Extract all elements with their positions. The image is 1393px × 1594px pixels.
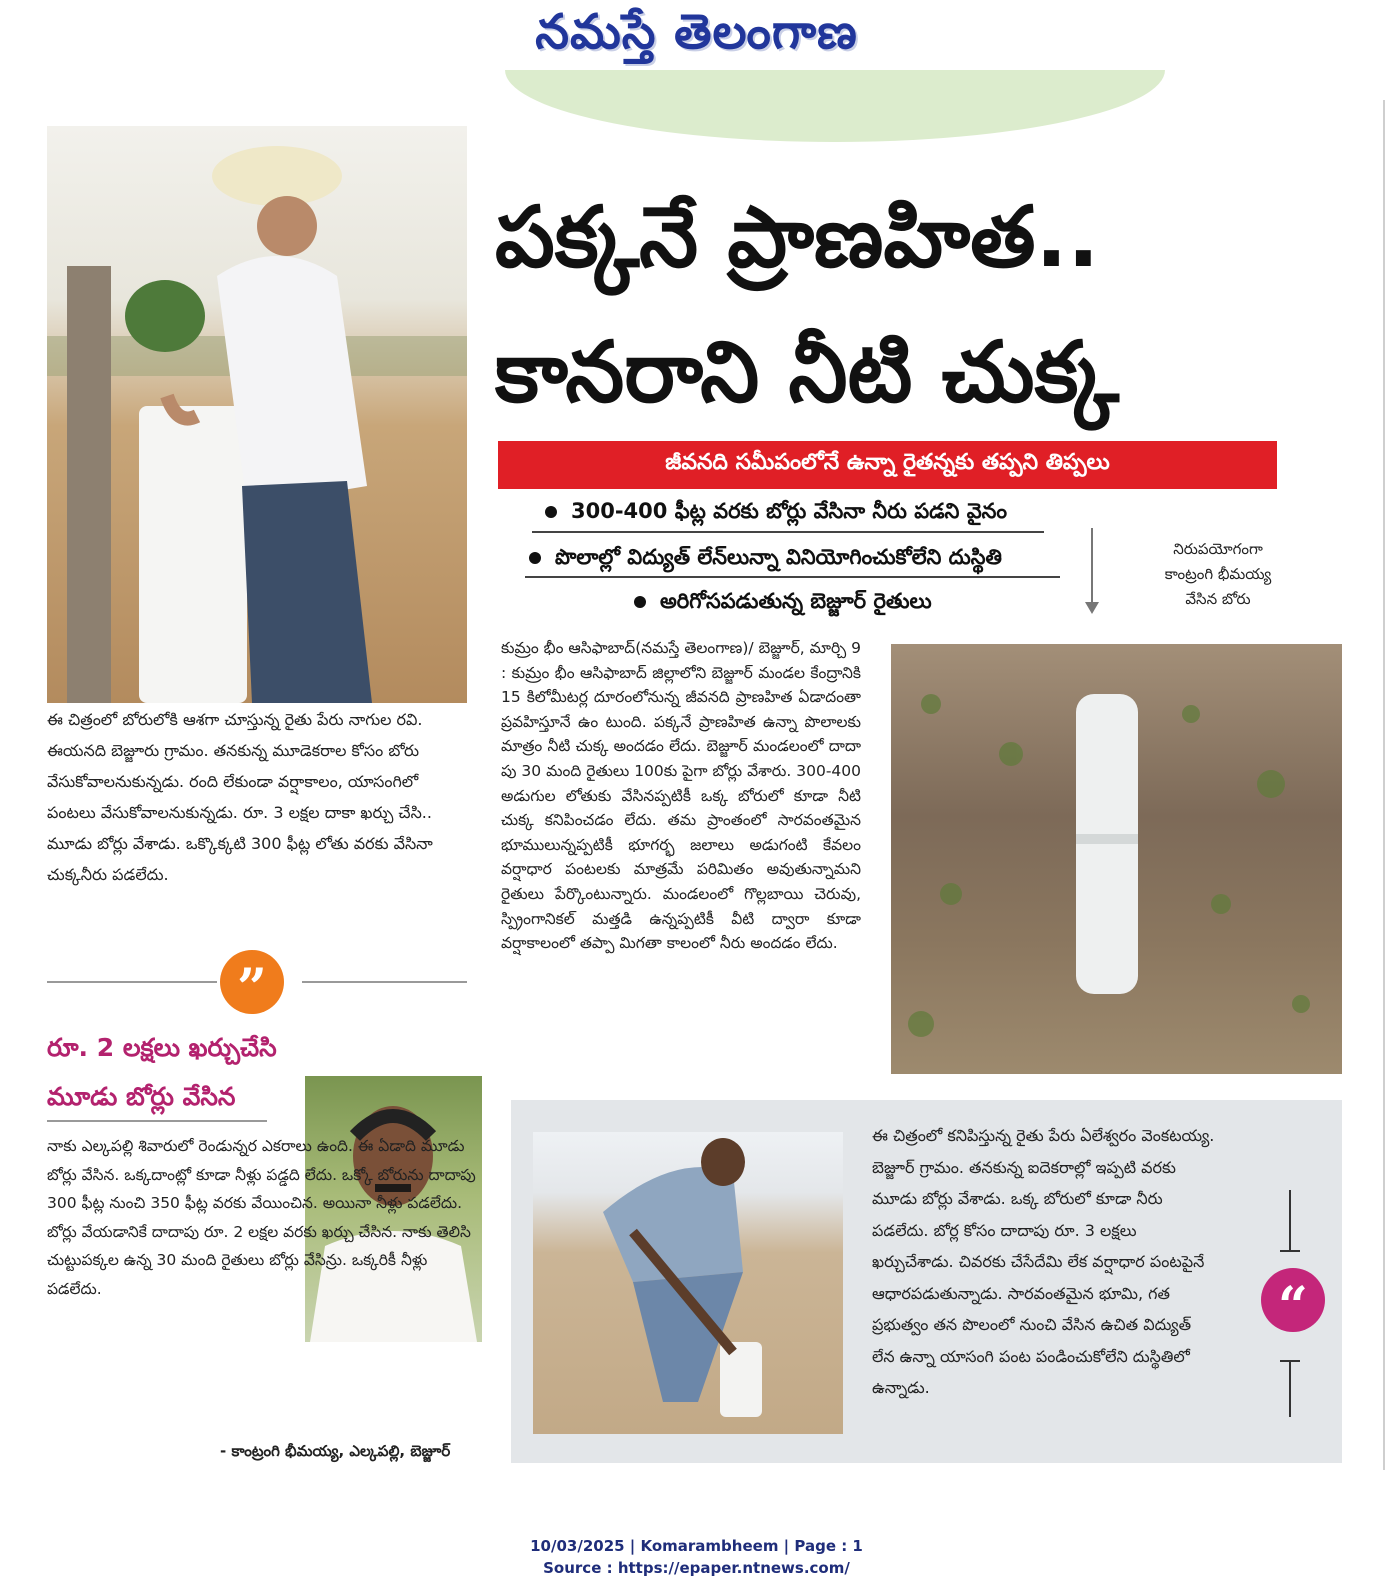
bullet-1 — [545, 499, 1007, 529]
bottom-caption: ఈ చిత్రంలో కనిపిస్తున్న రైతు పేరు ఏలేశ్వరం వెంకటయ్య. బెజ్జూర్ గ్రామం. తనకున్న ఐదెకరాల్లో ఇప్పటి వరకు మూడు బోర్లు వేశాడు. ఒక్క బోరులో కూడా నీరు పడలేదు. బోర్ల కోసం దాదాపు రూ. 3 లక్షలు ఖర్చుచేశాడు. చివరకు చేసేదేమి లేక వర్షాధార పంటపైనే ఆధారపడుతున్నాడు. సారవంతమైన భూమి, గత ప్రభుత్వం తన పొలంలో నుంచి వేసిన ఉచిత విద్యుత్ లేన ఉన్నా యాసంగి పంట పండించుకోలేని దుస్థితిలో ఉన్నాడు. — [872, 1126, 1215, 1397]
down-arrow-icon — [1085, 602, 1099, 614]
quote-close-icon: ” — [220, 950, 284, 1014]
quote-divider-right — [302, 981, 467, 983]
quote-heading-line2: మూడు బోర్లు వేసిన — [47, 1082, 236, 1111]
headline-line2: కానరాని నీటి చుక్క — [495, 323, 1119, 421]
side-caption — [1133, 537, 1303, 612]
bullet-2-underline — [525, 576, 1060, 578]
quote-open-icon: “ — [1261, 1268, 1325, 1332]
masthead-arc-decoration — [505, 70, 1165, 142]
photo1-caption: ఈ చిత్రంలో బోరులోకి ఆశగా చూస్తున్న రైతు పేరు నాగుల రవి. ఈయనది బెజ్జూరు గ్రామం. తనకున్న మూడెకరాల కోసం బోరు వేసుకోవాలనుకున్నడు. రంది లేకుండా వర్షాకాలం, యాసంగిలో పంటలు వేసుకోవాలనుకున్నడు. రూ. 3 లక్షల దాకా ఖర్చు చేసి.. మూడు బోర్లు వేశాడు. ఒక్కొక్కటి 300 ఫీట్ల లోతు వరకు వేసినా చుక్కనీరు పడలేదు. — [47, 710, 433, 884]
subhead-text: జీవనది సమీపంలోనే ఉన్నా రైతన్నకు తప్పని తిప్పలు — [665, 450, 1110, 475]
bullet-1-underline — [532, 531, 1044, 533]
bullet-2-text: పొలాల్లో విద్యుత్ లేన్‌లున్నా వినియోగించుకోలేని దుస్థితి — [555, 545, 1002, 569]
photo-bore-pipe-field — [891, 644, 1342, 1074]
footer — [0, 1535, 1393, 1579]
masthead-logo: నమస్తే తెలంగాణ — [535, 4, 858, 60]
quote-text — [47, 1132, 482, 1303]
side-caption-line1: నిరుపయోగంగా — [1173, 540, 1263, 558]
quote-heading-line1: రూ. 2 లక్షలు ఖర్చుచేసి — [47, 1033, 277, 1062]
bottom-box-rule-bottom — [1289, 1362, 1291, 1417]
page-edge-rule — [1383, 100, 1385, 1470]
subhead-band — [498, 441, 1277, 489]
main-story — [501, 636, 861, 956]
bullet-1-text: 300-400 ఫీట్ల వరకు బోర్లు వేసినా నీరు పడని వైనం — [571, 499, 1008, 523]
quote-attribution: - కాంట్రంగి భీమయ్య, ఎల్కపల్లి, బెజ్జూర్ — [220, 1442, 451, 1460]
quote-divider-left — [47, 981, 217, 983]
headline-line1: పక్కనే ప్రాణహిత.. — [495, 188, 1100, 286]
main-story-paragraph: కుమ్రం భీం ఆసిఫాబాద్(నమస్తే తెలంగాణ)/ బెజ్జూర్, మార్చి 9 : కుమ్రం భీం ఆసిఫాబాద్ జిల్లాలోని బెజ్జూర్ మండల కేంద్రానికి 15 కిలోమీటర్ల దూరంలోనున్న జీవనది ప్రాణహిత ఏడాదంతా ప్రవహిస్తూనే ఉం టుంది. పక్కనే ప్రాణహిత ఉన్నా పొలాలకు మాత్రం నీటి చుక్క అందడం లేదు. బెజ్జూర్ మండలంలో దాదా పు 30 మంది రైతులు 100కు పైగా బోర్లు వేశారు. 300-400 అడుగుల లోతుకు వేసినప్పటికీ ఒక్క బోరులో కూడా నీటి చుక్క కనిపించడం లేదు. తమ ప్రాంతంలో సారవంతమైన భూములున్నప్పటికీ భూగర్భ జలాలు అడుగంటి కేవలం వర్షాధార పంటలకు మాత్రమే పరిమితం అవుతున్నామని రైతులు పేర్కొంటున్నారు. మండలంలో గొల్లబాయి చెరువు, స్ప్రింగానికల్ మత్తడి ఉన్నప్పటికీ వీటి ద్వారా కూడా వర్షాకాలంలో తప్పా మిగతా కాలంలో నీరు అందడం లేదు. — [501, 639, 861, 953]
bottom-box-rule-top — [1289, 1190, 1291, 1250]
bottom-box-rule-top-cap — [1280, 1250, 1300, 1252]
footer-date-edition: 10/03/2025 | Komarambheem | Page : 1 — [530, 1537, 863, 1555]
side-caption-line3: వేసిన బోరు — [1185, 590, 1251, 608]
side-caption-line2: కాంట్రంగి భీమయ్య — [1164, 565, 1272, 583]
quote-paragraph: నాకు ఎల్కపల్లి శివారులో రెండున్నర ఎకరాలు ఉంది. ఈ ఏడాది మూడు బోర్లు వేసిన. ఒక్కదాంట్లో కూడా నీళ్లు పడ్డది లేదు. ఒక్కో బోరును దాదాపు 300 ఫీట్ల నుంచి 350 ఫీట్ల వరకు వేయించిన. అయినా నీళ్లు పడలేదు. బోర్లు వేయడానికే దాదాపు రూ. 2 లక్షల వరకు ఖర్చు చేసిన. నాకు తెలిసి చుట్టుపక్కల ఉన్న 30 మంది రైతులు బోర్లు వేసిన్రు. ఒక్కరికీ నీళ్లు పడలేదు. — [47, 1137, 476, 1298]
bullet-dot-icon — [545, 506, 557, 518]
bullet-3-text: అరిగోసపడుతున్న బెజ్జూర్ రైతులు — [660, 589, 932, 613]
photo-farmer-nagula-ravi — [47, 126, 467, 703]
footer-source: Source : https://epaper.ntnews.com/ — [543, 1559, 850, 1577]
bullet-dot-icon — [529, 552, 541, 564]
photo-farmer-venkataiah — [533, 1132, 843, 1434]
side-caption-pointer-line — [1091, 528, 1093, 608]
bullet-3 — [634, 589, 932, 619]
bullet-2 — [529, 545, 1002, 575]
bullet-dot-icon — [634, 596, 646, 608]
quote-heading-underline — [47, 1120, 267, 1122]
